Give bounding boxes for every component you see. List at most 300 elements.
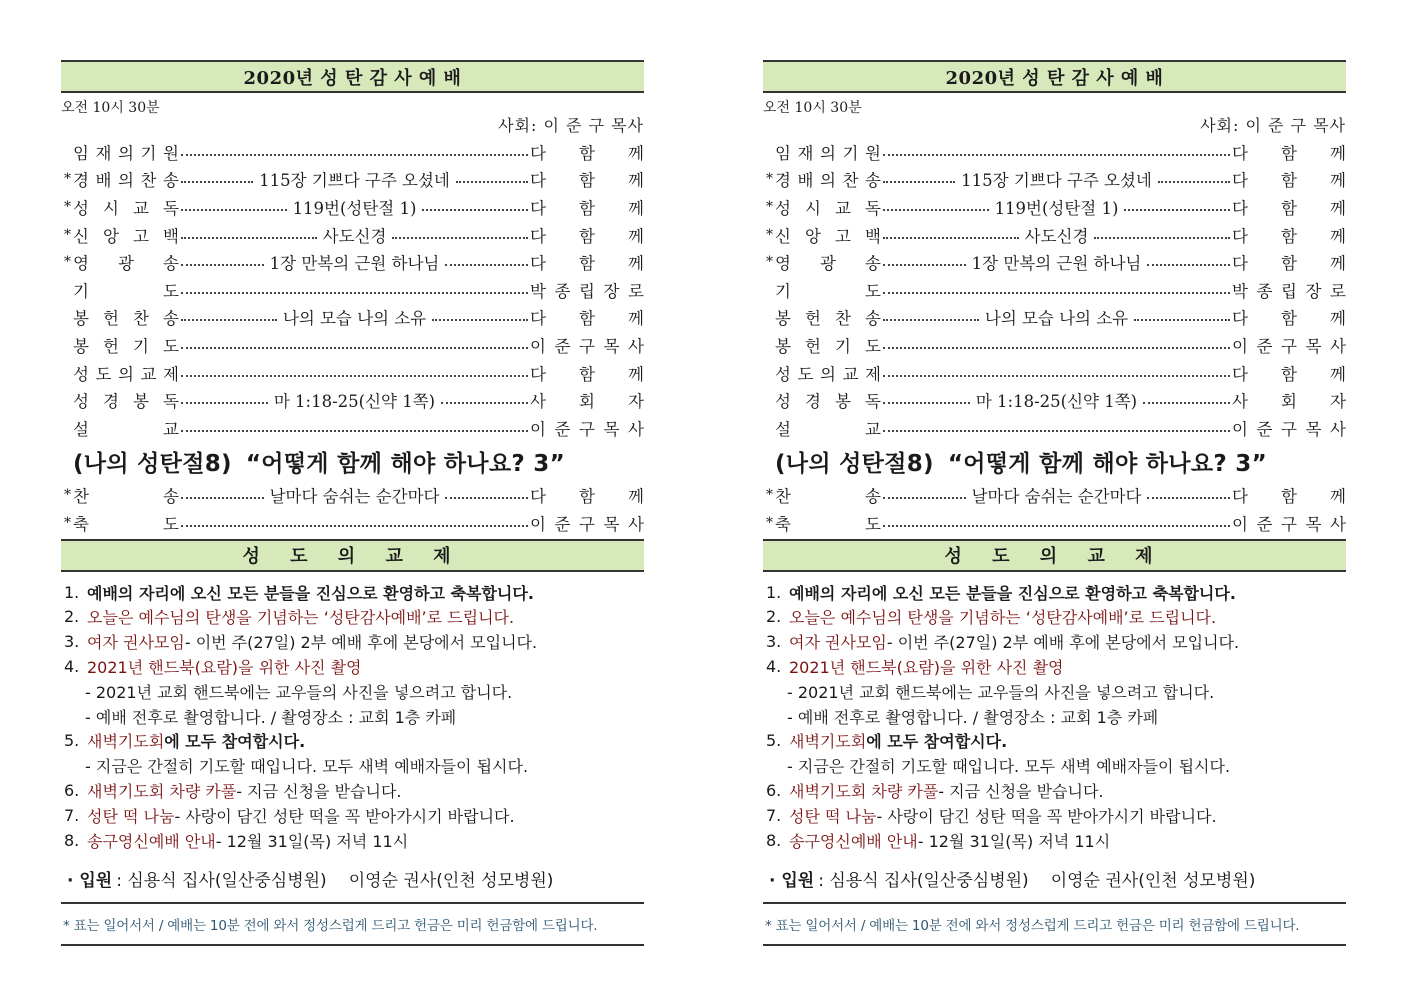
order-person <box>1232 140 1346 164</box>
order-person-char: 함 <box>1281 487 1297 507</box>
order-leader-dots <box>883 424 1230 432</box>
order-label-char: 제 <box>163 364 179 384</box>
order-row <box>763 386 1346 414</box>
order-label-char: 고 <box>133 226 149 246</box>
news-number: 3. <box>766 632 782 652</box>
order-person-char: 사 <box>1232 392 1248 412</box>
order-label-char: 앙 <box>103 226 119 246</box>
order-person-char: 자 <box>1330 392 1346 412</box>
order-row <box>763 331 1346 359</box>
news-item <box>763 803 1346 828</box>
order-leader-dots <box>883 286 1230 294</box>
news-number: 5. <box>766 731 782 751</box>
standing-mark: * <box>64 254 71 271</box>
order-label-char: 기 <box>842 143 859 163</box>
order-person-char: 구 <box>579 419 595 439</box>
order-label-char: 교 <box>133 198 149 218</box>
order-person-char: 구 <box>1281 336 1297 356</box>
order-person-char: 다 <box>1232 364 1248 384</box>
order-leader-dots <box>883 369 1230 377</box>
news-item <box>61 654 644 679</box>
order-label-char: 봉 <box>775 336 791 356</box>
order-leader-dots <box>883 148 1230 156</box>
order-person-char: 함 <box>1281 198 1297 218</box>
order-leader-dots <box>181 483 528 507</box>
order-person-char: 다 <box>530 254 546 274</box>
news-item <box>61 778 644 803</box>
order-label-char: 의 <box>118 171 134 191</box>
news-text: - 지금 신청을 받습니다. <box>236 781 402 801</box>
order-leader-dots <box>181 250 528 274</box>
order-label-char: 의 <box>820 171 836 191</box>
order-leader-dots <box>181 223 528 247</box>
order-person-char: 사 <box>628 419 644 439</box>
order-label <box>773 511 881 535</box>
order-detail: 119번(성탄절 1) <box>292 198 417 218</box>
order-label-char: 기 <box>140 143 157 163</box>
order-detail: 사도신경 <box>322 226 387 246</box>
news-number: 8. <box>64 830 80 850</box>
order-person-char: 목 <box>1305 419 1322 439</box>
order-leader-dots <box>883 388 1230 412</box>
order-label <box>71 278 179 302</box>
order-label-char: 성 <box>73 364 89 384</box>
order-person-char: 이 <box>1232 419 1248 439</box>
news-highlight: 여자 권사모임 <box>87 633 185 653</box>
order-label <box>773 361 881 385</box>
order-person <box>1232 361 1346 385</box>
order-row <box>763 304 1346 332</box>
order-person-char: 함 <box>579 226 595 246</box>
order-person-char: 함 <box>579 198 595 218</box>
news-item <box>763 704 1346 729</box>
news-number: 7. <box>766 805 782 825</box>
order-person-char: 박 <box>1232 281 1248 301</box>
order-label-char: 원 <box>865 143 881 163</box>
footer-note-text: * 표는 일어서서 / 예배는 10분 전에 와서 정성스럽게 드리고 헌금은 미리 헌금함에 드립니다. <box>63 918 598 935</box>
order-person-char: 준 <box>1256 419 1273 439</box>
order-person-char: 립 <box>579 281 595 301</box>
order-label-char: 광 <box>820 254 836 274</box>
order-label <box>773 278 881 302</box>
order-person-char: 께 <box>628 487 644 507</box>
order-leader-dots <box>181 388 528 412</box>
order-row <box>763 248 1346 276</box>
order-person <box>1232 250 1346 274</box>
order-person <box>1232 195 1346 219</box>
order-detail: 1장 만복의 근원 하나님 <box>971 254 1142 274</box>
standing-mark: * <box>766 226 773 243</box>
order-leader-dots <box>181 369 528 377</box>
order-label-char: 찬 <box>73 487 89 507</box>
order-person-char: 께 <box>1330 143 1346 163</box>
order-person-char: 함 <box>1281 171 1297 191</box>
footer-note-text: * 표는 일어서서 / 예배는 10분 전에 와서 정성스럽게 드리고 헌금은 미리 헌금함에 드립니다. <box>765 918 1300 935</box>
order-row <box>61 193 644 221</box>
order-label-char: 성 <box>73 392 89 412</box>
sermon-text: “어떻게 함께 해야 하나요? 3” <box>947 451 1268 478</box>
news-title <box>61 539 644 572</box>
order-person-char: 함 <box>1281 226 1297 246</box>
order-label-char: 도 <box>163 336 179 356</box>
news-item <box>763 753 1346 778</box>
order-person-char: 준 <box>554 336 571 356</box>
order-label-char: 경 <box>73 171 89 191</box>
order-label-char: 영 <box>73 254 89 274</box>
order-person-char: 사 <box>628 514 644 534</box>
news-item <box>61 753 644 778</box>
order-row <box>763 276 1346 304</box>
order-label-char: 백 <box>163 226 179 246</box>
order-detail: 사도신경 <box>1024 226 1089 246</box>
order-person-char: 구 <box>579 336 595 356</box>
order-person-char: 함 <box>1281 254 1297 274</box>
order-person-char: 다 <box>1232 309 1248 329</box>
news-item <box>763 729 1346 754</box>
order-row <box>61 359 644 387</box>
order-label-char: 설 <box>775 419 791 439</box>
news-text: - 예배 전후로 촬영합니다. / 촬영장소 : 교회 1층 카페 <box>787 707 1159 727</box>
news-item <box>763 654 1346 679</box>
sermon-series: (나의 성탄절8) <box>73 451 232 478</box>
news-highlight: 송구영신예배 안내 <box>789 831 918 851</box>
order-label-char: 도 <box>163 281 179 301</box>
order-label <box>71 250 179 274</box>
order-label-char: 봉 <box>73 309 89 329</box>
news-title <box>763 539 1346 572</box>
order-label <box>71 483 179 507</box>
order-person-char: 이 <box>530 514 546 534</box>
news-item <box>61 828 644 853</box>
order-person <box>530 305 644 329</box>
order-label-char: 송 <box>865 254 881 274</box>
order-person <box>530 195 644 219</box>
order-person-char: 목 <box>603 336 620 356</box>
order-label-char: 신 <box>73 226 89 246</box>
order-label-char: 재 <box>95 143 112 163</box>
order-person-char: 목 <box>603 419 620 439</box>
order-person <box>1232 278 1346 302</box>
order-label-char: 경 <box>775 171 791 191</box>
order-person <box>1232 511 1346 535</box>
order-person-char: 이 <box>1232 514 1248 534</box>
order-person-char: 다 <box>530 143 546 163</box>
order-row <box>763 193 1346 221</box>
order-label-char: 봉 <box>133 392 149 412</box>
news-item <box>61 679 644 704</box>
news-text: - 지금은 간절히 기도할 때입니다. 모두 새벽 예배자들이 됩시다. <box>787 757 1231 777</box>
news-number: 5. <box>64 731 80 751</box>
news-highlight: 성탄 떡 나눔 <box>87 806 175 826</box>
sermon-series: (나의 성탄절8) <box>775 451 934 478</box>
order-person-char: 박 <box>530 281 546 301</box>
order-of-worship <box>763 138 1346 442</box>
order-person-char: 다 <box>530 309 546 329</box>
standing-mark: * <box>766 198 773 215</box>
order-person-char: 사 <box>530 392 546 412</box>
order-person-char: 이 <box>1232 336 1248 356</box>
service-subhead <box>763 93 1346 138</box>
order-leader-dots <box>883 305 1230 329</box>
order-row <box>61 509 644 537</box>
order-label-char: 앙 <box>805 226 821 246</box>
order-person-char: 구 <box>1281 419 1297 439</box>
order-person <box>530 167 644 191</box>
service-time: 오전 10시 30분 <box>763 100 862 116</box>
order-person <box>530 333 644 357</box>
order-label <box>773 416 881 440</box>
order-label-char: 송 <box>163 487 179 507</box>
order-label-char: 시 <box>805 198 821 218</box>
order-label-char: 광 <box>118 254 134 274</box>
bulletin-left <box>61 60 644 946</box>
order-leader-dots <box>181 424 528 432</box>
order-person-char: 함 <box>1281 364 1297 384</box>
news-text: 예배의 자리에 오신 모든 분들을 진심으로 환영하고 축복합니다. <box>789 583 1236 603</box>
news-highlight: 새벽기도회 차량 카풀 <box>789 781 939 801</box>
order-leader-dots <box>883 483 1230 507</box>
standing-mark: * <box>64 514 71 531</box>
news-text: - 2021년 교회 핸드북에는 교우들의 사진을 넣으려고 합니다. <box>85 682 513 702</box>
news-text: - 12월 31일(목) 저녁 11시 <box>917 831 1111 851</box>
order-person-char: 구 <box>1281 514 1297 534</box>
order-label <box>71 361 179 385</box>
order-person-char: 종 <box>554 281 571 301</box>
service-title-text: 2020년 성 탄 감 사 예 배 <box>243 67 462 89</box>
order-person-char: 준 <box>554 419 571 439</box>
news-item <box>61 580 644 605</box>
order-detail: 115장 기쁘다 구주 오셨네 <box>961 171 1152 191</box>
order-label-char: 독 <box>163 392 179 412</box>
order-label <box>773 140 881 164</box>
order-person-char: 께 <box>628 309 644 329</box>
service-time: 오전 10시 30분 <box>61 100 160 116</box>
order-label-char: 신 <box>775 226 791 246</box>
sermon-title <box>61 442 644 482</box>
order-label-char: 영 <box>775 254 791 274</box>
news-item <box>61 803 644 828</box>
news-text: - 예배 전후로 촬영합니다. / 촬영장소 : 교회 1층 카페 <box>85 707 457 727</box>
news-highlight: 2021년 핸드북(요람)을 위한 사진 촬영 <box>789 658 1064 677</box>
order-leader-dots <box>181 305 528 329</box>
order-person-char: 구 <box>579 514 595 534</box>
order-person-char: 다 <box>530 487 546 507</box>
order-person-char: 께 <box>1330 171 1346 191</box>
order-label-char: 의 <box>820 364 836 384</box>
order-label-char: 경 <box>805 392 821 412</box>
order-label-char: 헌 <box>805 309 821 329</box>
order-person-char: 다 <box>530 171 546 191</box>
order-leader-dots <box>883 250 1230 274</box>
order-label-char: 의 <box>820 143 836 163</box>
order-label <box>773 223 881 247</box>
news-highlight: 새벽기도회 <box>789 732 867 752</box>
order-label <box>773 388 881 412</box>
order-person <box>1232 167 1346 191</box>
service-title <box>763 60 1346 93</box>
order-label-char: 교 <box>865 419 881 439</box>
order-person-char: 함 <box>579 143 595 163</box>
order-person <box>530 361 644 385</box>
order-person-char: 로 <box>1330 281 1346 301</box>
hospital-notice <box>61 858 644 898</box>
news-number: 1. <box>64 582 80 602</box>
order-label-char: 임 <box>73 143 89 163</box>
order-person-char: 이 <box>530 419 546 439</box>
order-label-char: 배 <box>797 171 814 191</box>
news-number: 3. <box>64 632 80 652</box>
order-label-char: 의 <box>118 143 134 163</box>
order-label <box>773 483 881 507</box>
order-detail: 나의 모습 나의 소유 <box>984 309 1129 329</box>
order-row <box>61 482 644 510</box>
order-detail: 날마다 숨쉬는 순간마다 <box>971 487 1142 507</box>
service-leader: 사회: 이 준 구 목사 <box>498 116 644 135</box>
order-label <box>71 305 179 329</box>
order-person-char: 다 <box>1232 254 1248 274</box>
news-item <box>61 704 644 729</box>
news-list <box>763 572 1346 853</box>
news-text: - 12월 31일(목) 저녁 11시 <box>215 831 409 851</box>
news-text: - 지금은 간절히 기도할 때입니다. 모두 새벽 예배자들이 됩시다. <box>85 757 529 777</box>
order-label-char: 찬 <box>133 309 149 329</box>
news-number: 6. <box>766 780 782 800</box>
order-row <box>61 276 644 304</box>
order-label <box>71 333 179 357</box>
order-row <box>763 221 1346 249</box>
order-label-char: 찬 <box>835 309 851 329</box>
order-person-char: 께 <box>628 226 644 246</box>
order-row <box>61 304 644 332</box>
news-item <box>763 629 1346 654</box>
order-label <box>71 388 179 412</box>
order-label-char: 도 <box>797 364 814 384</box>
order-leader-dots <box>181 195 528 219</box>
order-label-char: 송 <box>163 309 179 329</box>
order-label <box>71 223 179 247</box>
order-detail: 119번(성탄절 1) <box>994 198 1119 218</box>
order-label <box>71 511 179 535</box>
order-person-char: 함 <box>579 254 595 274</box>
news-number: 8. <box>766 830 782 850</box>
order-person-char: 사 <box>1330 514 1346 534</box>
order-label <box>773 167 881 191</box>
closing-order <box>763 482 1346 537</box>
footer-note <box>763 902 1346 946</box>
hospital-patient-a: : 심용식 집사(일산중심병원) <box>116 870 327 891</box>
order-person-char: 함 <box>579 364 595 384</box>
order-label-char: 배 <box>95 171 112 191</box>
order-label-char: 시 <box>103 198 119 218</box>
standing-mark: * <box>766 254 773 271</box>
order-row <box>61 221 644 249</box>
order-person-char: 께 <box>1330 364 1346 384</box>
order-person <box>530 483 644 507</box>
service-leader: 사회: 이 준 구 목사 <box>1200 116 1346 135</box>
footer-note <box>61 902 644 946</box>
order-label-char: 재 <box>797 143 814 163</box>
order-label-char: 설 <box>73 419 89 439</box>
order-label-char: 헌 <box>103 336 119 356</box>
order-label <box>71 195 179 219</box>
order-row <box>61 138 644 166</box>
order-label-char: 기 <box>133 336 149 356</box>
hospital-patient-b: 이영순 권사(인천 성모병원) <box>348 870 554 891</box>
order-label-char: 원 <box>163 143 179 163</box>
order-person-char: 다 <box>1232 171 1248 191</box>
news-text: 에 모두 참여합시다. <box>164 732 306 752</box>
news-title-text: 성 도 의 교 제 <box>242 546 463 568</box>
order-label-char: 성 <box>775 198 791 218</box>
order-label-char: 성 <box>775 392 791 412</box>
order-label-char: 도 <box>865 336 881 356</box>
order-detail: 나의 모습 나의 소유 <box>282 309 427 329</box>
news-item <box>763 778 1346 803</box>
news-item <box>763 828 1346 853</box>
standing-mark: * <box>64 487 71 504</box>
order-person-char: 회 <box>579 392 595 412</box>
order-person-char: 께 <box>628 198 644 218</box>
news-highlight: 2021년 핸드북(요람)을 위한 사진 촬영 <box>87 658 362 677</box>
order-label-char: 고 <box>835 226 851 246</box>
order-label-char: 봉 <box>775 309 791 329</box>
order-person-char: 목 <box>1305 514 1322 534</box>
order-person-char: 립 <box>1281 281 1297 301</box>
order-person-char: 께 <box>1330 309 1346 329</box>
order-label-char: 도 <box>865 514 881 534</box>
order-person-char: 장 <box>603 281 620 301</box>
news-item <box>61 605 644 630</box>
order-label-char: 찬 <box>842 171 859 191</box>
order-person-char: 께 <box>1330 198 1346 218</box>
order-person <box>1232 388 1346 412</box>
order-person-char: 회 <box>1281 392 1297 412</box>
news-text: 예배의 자리에 오신 모든 분들을 진심으로 환영하고 축복합니다. <box>87 583 534 603</box>
order-label <box>773 305 881 329</box>
order-leader-dots <box>181 148 528 156</box>
order-person-char: 목 <box>1305 336 1322 356</box>
bulletin-right <box>763 60 1346 946</box>
order-label-char: 의 <box>118 364 134 384</box>
news-highlight: 오늘은 예수님의 탄생을 기념하는 ‘성탄감사예배’로 드립니다. <box>789 608 1217 628</box>
order-person <box>1232 223 1346 247</box>
order-person-char: 다 <box>1232 487 1248 507</box>
order-label-char: 기 <box>73 281 89 301</box>
order-label-char: 독 <box>865 392 881 412</box>
order-person-char: 께 <box>1330 487 1346 507</box>
order-label <box>773 195 881 219</box>
order-person-char: 다 <box>1232 226 1248 246</box>
order-label-char: 송 <box>163 254 179 274</box>
order-detail: 날마다 숨쉬는 순간마다 <box>269 487 440 507</box>
news-text: - 사랑이 담긴 성탄 떡을 꼭 받아가시기 바랍니다. <box>876 806 1217 826</box>
news-number: 7. <box>64 805 80 825</box>
order-person <box>530 388 644 412</box>
news-item <box>763 679 1346 704</box>
order-person-char: 사 <box>1330 336 1346 356</box>
order-leader-dots <box>181 167 528 191</box>
news-highlight: 새벽기도회 차량 카풀 <box>87 781 237 801</box>
order-row <box>61 386 644 414</box>
order-person-char: 께 <box>628 143 644 163</box>
order-person <box>530 223 644 247</box>
order-label-char: 헌 <box>805 336 821 356</box>
order-label-char: 찬 <box>775 487 791 507</box>
news-item <box>763 605 1346 630</box>
order-label-char: 헌 <box>103 309 119 329</box>
order-leader-dots <box>181 286 528 294</box>
order-leader-dots <box>883 195 1230 219</box>
